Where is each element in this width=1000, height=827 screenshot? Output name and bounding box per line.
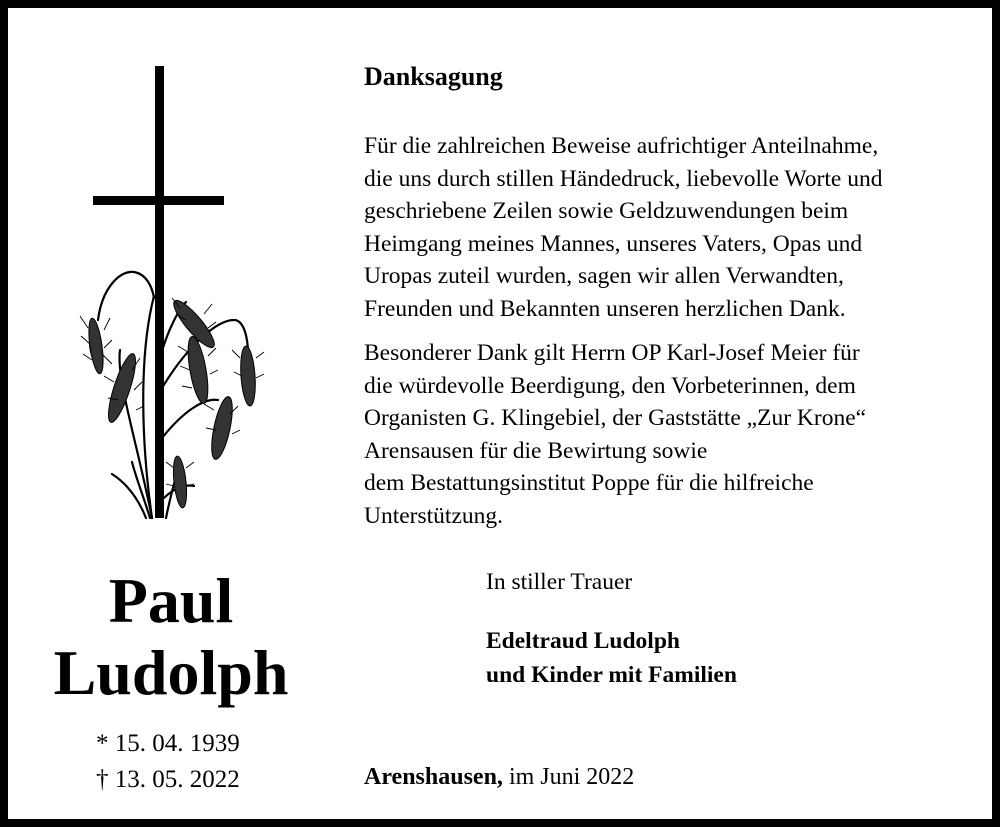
place-and-date [364,765,634,789]
paragraph-line: geschriebene Zeilen sowie Geldzuwendungen beim [364,198,849,225]
deceased-last-name: Ludolph [53,637,289,708]
paragraph-line: Arensausen für die Bewirtung sowie [364,437,708,464]
paragraph-line: die würdevolle Beerdigung, den Vorbeterinnen, dem [364,372,856,399]
paragraph-line: Für die zahlreichen Beweise aufrichtiger Anteilnahme, [364,133,879,159]
family-name-line: Edeltraud Ludolph [486,628,680,654]
paragraph-line: die uns durch stillen Händedruck, liebevolle Worte und [364,165,883,192]
family-name-line: und Kinder mit Familien [486,662,737,688]
paragraph-line: Heimgang meines Mannes, unseres Vaters, Opas und [364,230,863,257]
deceased-first-name: Paul [108,565,234,636]
place-name: Arenshausen, [364,764,503,790]
family-signature [486,624,737,692]
cross-with-wheat-icon [76,58,276,523]
paragraph-line: Besonderer Dank gilt Herrn OP Karl-Josef Meier für [364,340,860,366]
paragraph-line: Organisten G. Klingebiel, der Gaststätte „Zur Krone“ [364,405,867,432]
notice-date: im Juni 2022 [502,764,635,790]
paragraph-line: Freunden und Bekannten unseren herzlichen Dank. [364,295,846,322]
thanks-paragraph-1 [364,130,984,326]
notice-title: Danksagung [364,62,503,91]
paragraph-line: Uropas zuteil wurden, sagen wir allen Verwandten, [364,263,844,290]
thanks-paragraph-2 [364,337,984,533]
paragraph-line: dem Bestattungsinstitut Poppe für die hilfreiche [364,470,814,497]
death-date: † 13. 05. 2022 [96,766,240,793]
mourning-line: In stiller Trauer [486,569,633,595]
birth-date: * 15. 04. 1939 [96,730,240,757]
paragraph-line: Unterstützung. [364,502,504,529]
